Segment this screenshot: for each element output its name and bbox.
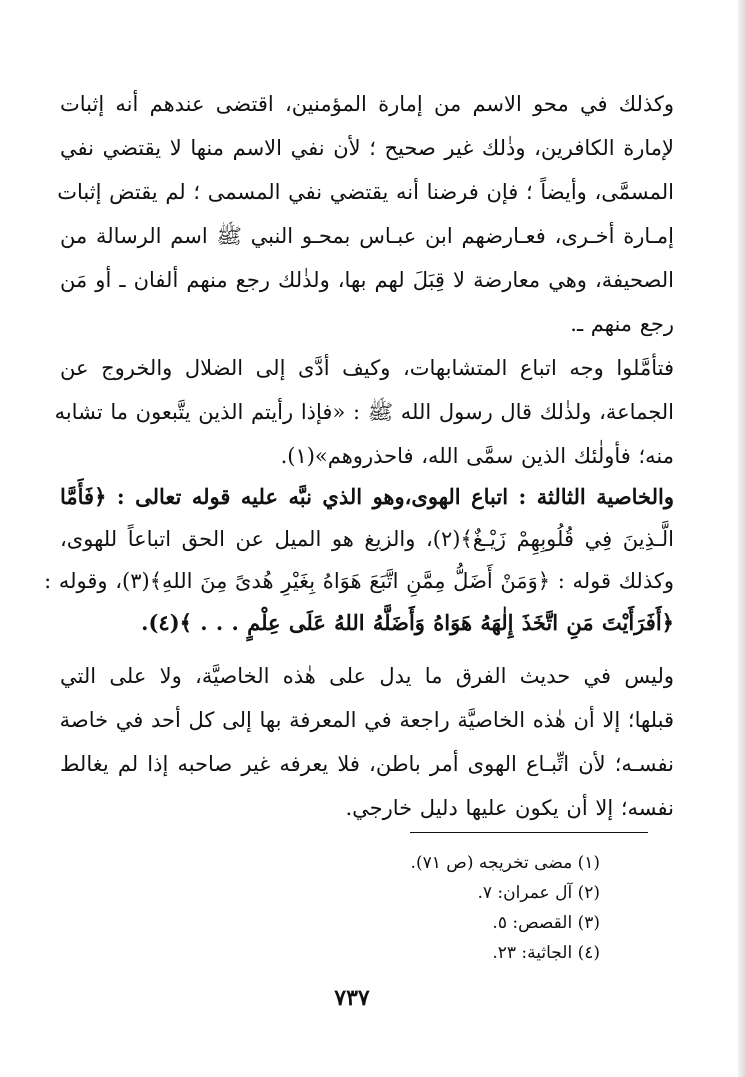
text-line: وليس في حديث الفرق ما يدل على هٰذه الخاصيَّة، ولا على التي <box>60 664 674 688</box>
footnote-divider <box>410 832 648 833</box>
paragraph-4 <box>60 654 674 830</box>
text-line: نفسـه؛ لأن اتِّبـاع الهوى أمر باطن، فلا يعرفه غير صاحبه إذا لم يغالط <box>60 752 674 776</box>
text-line: نفسه؛ إلا أن يكون عليها دليل خارجي. <box>345 796 674 820</box>
text-line: ﴿أَفَرَأَيْتَ مَنِ اتَّخَذَ إِلٰهَهُ هَوَاهُ وَأَضَلَّهُ اللهُ عَلَى عِلْمٍ . . . ﴾(٤). <box>141 610 674 635</box>
footnote-4: (٤) الجاثية: ٢٣. <box>492 943 600 963</box>
text-line: وكذلك في محو الاسم من إمارة المؤمنين، اقتضى عندهم أنه إثبات <box>60 92 674 116</box>
footnote-1: (١) مضى تخريجه (ص ٧١). <box>410 853 600 873</box>
text-line: الصحيفة، وهي معارضة لا قِبَلَ لهم بها، ولذٰلك رجع منهم ألفان ـ أو مَن <box>60 268 674 292</box>
page-edge-shadow <box>738 0 746 1077</box>
text-line: لإمارة الكافرين، وذٰلك غير صحيح ؛ لأن نفي الاسم منها لا يقتضي نفي <box>60 136 674 160</box>
text-line: الَّـذِينَ فِي قُلُوبِهِمْ زَيْـغٌ﴾(٢)، والزيغ هو الميل عن الحق اتباعاً للهوى، <box>60 527 674 551</box>
text-line: والخاصية الثالثة : اتباع الهوى،وهو الذي نبَّه عليه قوله تعالى : ﴿فَأَمَّا <box>60 484 674 509</box>
footnote-3: (٣) القصص: ٥. <box>492 913 600 933</box>
text-line: وكذلك قوله : ﴿وَمَنْ أَضَلُّ مِمَّنِ اتَّبَعَ هَوَاهُ بِغَيْرِ هُدىً مِنَ اللهِ﴾(٣)، وقوله : <box>44 569 674 593</box>
text-line: الجماعة، ولذٰلك قال رسول الله ﷺ : «فإذا رأيتم الذين يتَّبعون ما تشابه <box>54 400 674 424</box>
text-line: منه؛ فأولٰئك الذين سمَّى الله، فاحذروهم»(١). <box>280 444 674 468</box>
page-number: ٧٣٧ <box>334 985 370 1011</box>
footnotes <box>330 848 600 968</box>
text-line: رجع منهم ـ. <box>570 312 674 336</box>
text-line: إمـارة أخـرى، فعـارضهم ابن عبـاس بمحـو النبي ﷺ اسم الرسالة من <box>60 224 674 248</box>
paragraph-3 <box>44 477 674 645</box>
footnote-2: (٢) آل عمران: ٧. <box>477 883 600 903</box>
text-line: فتأمَّلوا وجه اتباع المتشابهات، وكيف أدَّى إلى الضلال والخروج عن <box>60 356 674 380</box>
paragraph-2 <box>54 346 674 478</box>
paragraph-1 <box>57 82 674 346</box>
text-line: قبلها؛ إلا أن هٰذه الخاصيَّة راجعة في المعرفة بها إلى كل أحد في خاصة <box>59 708 674 732</box>
text-line: المسمَّى، وأيضاً ؛ فإن فرضنا أنه يقتضي نفي المسمى ؛ لم يقتض إثبات <box>57 180 674 204</box>
